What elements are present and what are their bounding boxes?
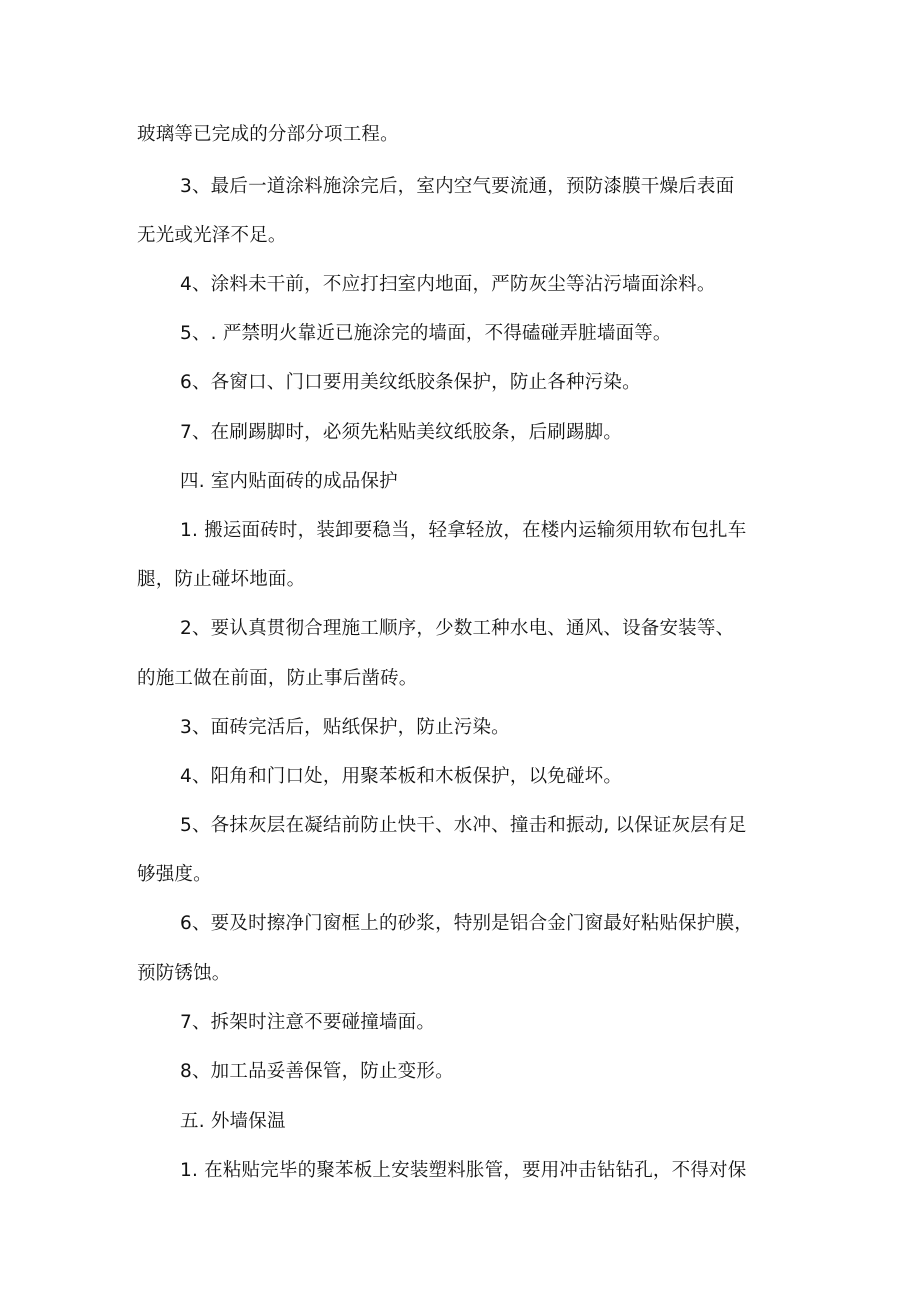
- paragraph-line: 7、在刷踢脚时，必须先粘贴美纹纸胶条，后刷踢脚。: [180, 422, 623, 443]
- paragraph-line: 五. 外墙保温: [180, 1111, 286, 1132]
- paragraph-line: 够强度。: [137, 864, 212, 885]
- paragraph-line: 预防锈蚀。: [137, 963, 231, 984]
- paragraph-line: 7、拆架时注意不要碰撞墙面。: [180, 1012, 436, 1033]
- paragraph-line: 8、加工品妥善保管，防止变形。: [180, 1061, 454, 1082]
- paragraph-line: 的施工做在前面，防止事后凿砖。: [137, 668, 418, 689]
- paragraph-line: 四. 室内贴面砖的成品保护: [180, 471, 398, 492]
- paragraph-line: 5、. 严禁明火靠近已施涂完的墙面，不得磕碰弄脏墙面等。: [180, 323, 672, 344]
- paragraph-line: 玻璃等已完成的分部分项工程。: [137, 124, 399, 145]
- paragraph-line: 5、各抹灰层在凝结前防止快干、水冲、撞击和振动, 以保证灰层有足: [180, 815, 747, 836]
- paragraph-line: 6、要及时擦净门窗框上的砂浆，特别是铝合金门窗最好粘贴保护膜，: [180, 913, 753, 934]
- paragraph-line: 无光或光泽不足。: [137, 225, 287, 246]
- paragraph-line: 3、面砖完活后，贴纸保护，防止污染。: [180, 717, 510, 738]
- paragraph-line: 1. 在粘贴完毕的聚苯板上安装塑料胀管，要用冲击钻钻孔，不得对保: [180, 1160, 747, 1181]
- paragraph-line: 3、最后一道涂料施涂完后，室内空气要流通，预防漆膜干燥后表面: [180, 176, 735, 197]
- paragraph-line: 4、涂料未干前，不应打扫室内地面，严防灰尘等沾污墙面涂料。: [180, 274, 716, 295]
- paragraph-line: 6、各窗口、门口要用美纹纸胶条保护，防止各种污染。: [180, 372, 641, 393]
- paragraph-line: 2、要认真贯彻合理施工顺序，少数工种水电、通风、设备安装等、: [180, 618, 735, 639]
- paragraph-line: 1. 搬运面砖时，装卸要稳当，轻拿轻放，在楼内运输须用软布包扎车: [180, 520, 747, 541]
- paragraph-line: 4、阳角和门口处，用聚苯板和木板保护，以免碰坏。: [180, 766, 623, 787]
- paragraph-line: 腿，防止碰坏地面。: [137, 569, 306, 590]
